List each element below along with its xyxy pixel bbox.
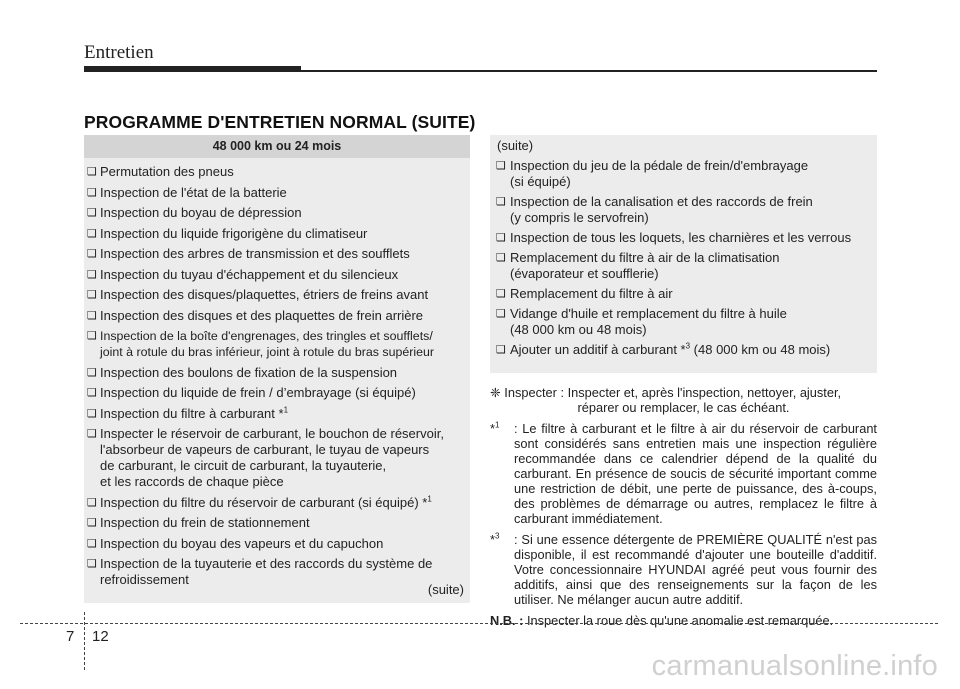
list-item: ❑ Inspection du boyau des vapeurs et du capuchon <box>87 535 384 551</box>
checkbox-icon: ❑ <box>87 248 97 260</box>
chapter-number: 7 <box>66 628 75 645</box>
footer-divider <box>20 623 938 624</box>
footnotes <box>490 385 877 628</box>
header-rule-thick <box>84 66 301 72</box>
list-item: ❑ Inspection des disques et des plaquettes de frein arrière <box>87 307 424 323</box>
checkbox-icon: ❑ <box>87 558 97 570</box>
list-item: ❑ Inspection du filtre du réservoir de carburant (si équipé) *$^1$ <box>87 494 432 510</box>
list-item: ❑ Remplacement du filtre à air de la climatisation (évaporateur et soufflerie) <box>496 250 780 281</box>
right-column <box>490 135 877 634</box>
list-item: ❑ Inspecter le réservoir de carburant, le bouchon de réservoir, l'absorbeur de vapeurs de carburant, le tuyau de vapeurs de carburant, le circuit de carburant, la tuyauterie, et les raccords de chaque pièce <box>87 426 444 489</box>
header-rule-thin <box>301 70 877 72</box>
checkbox-icon: ❑ <box>87 309 97 322</box>
checkbox-icon: ❑ <box>87 330 97 342</box>
checkbox-icon: ❑ <box>87 227 97 240</box>
right-item-list <box>490 135 877 373</box>
list-item: ❑ Inspection de la tuyauterie et des raccords du système de refroidissement <box>87 556 433 587</box>
checkbox-icon: ❑ <box>87 268 97 281</box>
left-maintenance-table <box>84 135 470 603</box>
checkbox-icon: ❑ <box>496 288 506 300</box>
checkbox-icon: ❑ <box>87 366 97 379</box>
checkbox-icon: ❑ <box>87 166 97 178</box>
checkbox-icon: ❑ <box>496 252 506 264</box>
checkbox-icon: ❑ <box>87 289 97 301</box>
nb-note: N.B. : Inspecter la roue dès qu'une anomalie est remarquée. <box>490 613 834 628</box>
section-title: PROGRAMME D'ENTRETIEN NORMAL (SUITE) <box>84 112 476 132</box>
list-item: ❑ Inspection de l'état de la batterie <box>87 184 287 200</box>
inspect-note: ❈ Inspecter : Inspecter et, après l'inspection, nettoyer, ajuster, réparer ou remplacer, le cas échéant. <box>490 385 842 415</box>
list-item: ❑ Inspection des disques/plaquettes, étriers de freins avant <box>87 287 429 302</box>
checkbox-icon: ❑ <box>87 207 97 219</box>
page-number: 12 <box>92 628 109 645</box>
list-item: ❑ Inspection des boulons de fixation de la suspension <box>87 364 398 380</box>
continued-label: (suite) <box>427 582 464 597</box>
list-item: ❑ Inspection du liquide frigorigène du climatiseur <box>87 225 368 241</box>
checkbox-icon: ❑ <box>496 232 506 244</box>
footnote-1: *$^1$ : Le filtre à carburant et le filtre à air du réservoir de carburant sont considérés sans entretien mais une inspection régulière recommandée dans ce calendrier dépend de la qualité du carburant. En présence de soucis de sécurité important comme une restriction de débit, une perte de puissance, des à-coups, des problèmes de démarrage ou autres, remplacez le filtre à carburant immédiatement. <box>490 420 877 526</box>
list-item: ❑ Inspection de tous les loquets, les charnières et les verrous <box>496 230 852 245</box>
list-item: ❑ Inspection du frein de stationnement <box>87 515 310 530</box>
list-item: ❑ Inspection de la canalisation et des raccords de frein (y compris le servofrein) <box>496 194 813 225</box>
watermark: carmanualsonline.info <box>651 650 938 682</box>
checkbox-icon: ❑ <box>87 428 97 440</box>
inspect-symbol-icon: ❈ <box>490 385 501 400</box>
interval-heading: 48 000 km ou 24 mois <box>84 135 470 158</box>
checkbox-icon: ❑ <box>87 537 97 550</box>
checkbox-icon: ❑ <box>87 407 97 420</box>
chapter-title: Entretien <box>84 42 154 63</box>
checkbox-icon: ❑ <box>496 344 506 356</box>
checkbox-icon: ❑ <box>496 160 506 172</box>
list-item: ❑ Remplacement du filtre à air <box>496 286 673 301</box>
checkbox-icon: ❑ <box>496 308 506 320</box>
list-item: ❑ Inspection de la boîte d'engrenages, des tringles et soufflets/ joint à rotule du bras inférieur, joint à rotule du bras supérieur <box>87 329 435 359</box>
list-item: ❑ Inspection du boyau de dépression <box>87 205 302 220</box>
checkbox-icon: ❑ <box>87 387 97 399</box>
checkbox-icon: ❑ <box>87 517 97 529</box>
left-item-list <box>84 158 470 603</box>
footnote-3: *$^3$ : Si une essence détergente de PREMIÈRE QUALITÉ n'est pas disponible, il est recommandé d'ajouter une bouteille d'additif. Votre concessionnaire HYUNDAI agréé peut vous fournir des additifs, ainsi que des renseignements sur la façon de les utiliser. Ne mélanger aucun autre additif. <box>490 531 877 607</box>
list-item: ❑ Inspection du tuyau d'échappement et du silencieux <box>87 266 399 282</box>
list-item: ❑ Vidange d'huile et remplacement du filtre à huile (48 000 km ou 48 mois) <box>496 306 787 337</box>
checkbox-icon: ❑ <box>87 496 97 509</box>
list-item: ❑ Inspection du jeu de la pédale de frein/d'embrayage (si équipé) <box>496 158 809 189</box>
checkbox-icon: ❑ <box>496 196 506 208</box>
list-item: ❑ Inspection du liquide de frein / d’embrayage (si équipé) <box>87 385 416 400</box>
continued-label: (suite) <box>497 138 534 153</box>
list-item: ❑ Inspection du filtre à carburant *$^1$ <box>87 405 289 421</box>
page-number-divider <box>84 612 85 670</box>
list-item: ❑ Ajouter un additif à carburant *$^3$ (48 000 km ou 48 mois) <box>496 341 831 357</box>
list-item: ❑ Inspection des arbres de transmission et des soufflets <box>87 246 410 261</box>
checkbox-icon: ❑ <box>87 186 97 199</box>
list-item: ❑ Permutation des pneus <box>87 164 234 179</box>
